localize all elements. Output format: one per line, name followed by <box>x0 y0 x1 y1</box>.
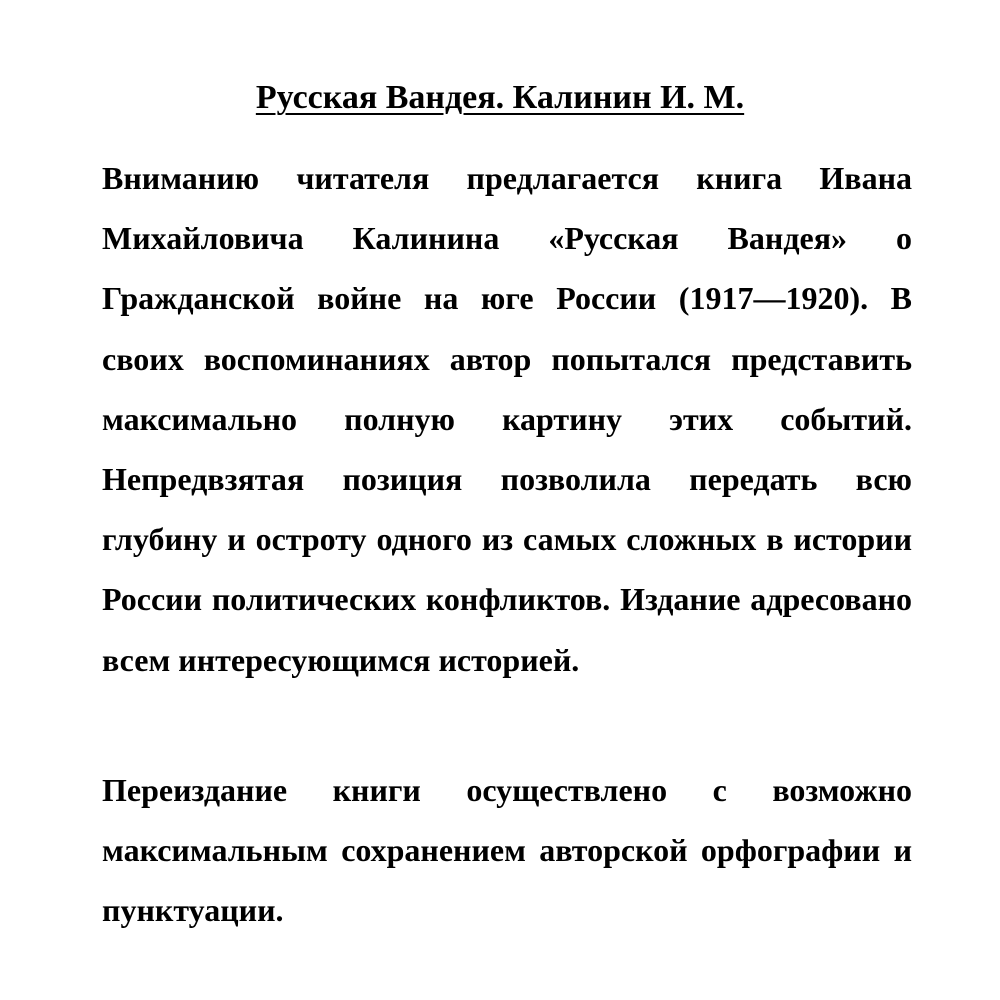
paragraph-annotation: Вниманию читателя предлагается книга Ивана Михайловича Калинина «Русская Вандея» о Гражданской войне на юге России (1917—1920). В своих воспоминаниях автор попытался представить максимально полную картину этих событий. Непредвзятая позиция позволила передать всю глубину и остроту одного из самых сложных в истории России политических конфликтов. Издание адресовано всем интересующимся историей. <box>102 160 912 678</box>
title-text: Русская Вандея. Калинин И. М. <box>255 79 745 116</box>
document-title <box>0 75 1000 121</box>
paragraph-reprint-note: Переиздание книги осуществлено с возможно максимальным сохранением авторской орфографии и пунктуации. <box>102 772 912 929</box>
